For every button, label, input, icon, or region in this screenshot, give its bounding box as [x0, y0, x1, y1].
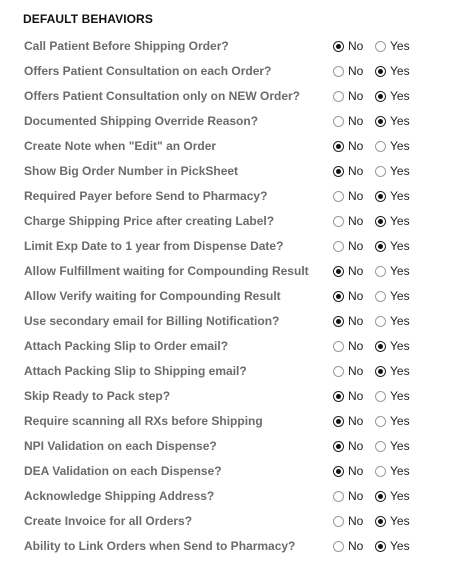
- radio-no[interactable]: [333, 416, 344, 427]
- radio-yes[interactable]: [375, 391, 386, 402]
- option-no[interactable]: [333, 514, 363, 528]
- option-no[interactable]: [333, 364, 363, 378]
- setting-row: [0, 334, 453, 359]
- option-yes-label: Yes: [390, 289, 410, 303]
- radio-yes[interactable]: [375, 416, 386, 427]
- setting-row: [0, 359, 453, 384]
- radio-no[interactable]: [333, 366, 344, 377]
- setting-row: [0, 34, 453, 59]
- option-yes[interactable]: [375, 189, 410, 203]
- radio-no[interactable]: [333, 166, 344, 177]
- radio-no[interactable]: [333, 241, 344, 252]
- option-yes[interactable]: [375, 439, 410, 453]
- setting-row: [0, 109, 453, 134]
- option-no-label: No: [348, 164, 364, 178]
- option-yes-label: Yes: [390, 114, 410, 128]
- option-no[interactable]: [333, 264, 363, 278]
- setting-label: Show Big Order Number in PickSheet: [24, 164, 239, 178]
- setting-label: NPI Validation on each Dispense?: [24, 439, 217, 453]
- option-yes-label: Yes: [390, 214, 410, 228]
- setting-row: [0, 509, 453, 534]
- setting-row: [0, 309, 453, 334]
- radio-yes[interactable]: [375, 91, 386, 102]
- radio-yes[interactable]: [375, 141, 386, 152]
- setting-row: [0, 459, 453, 484]
- option-no-label: No: [348, 364, 364, 378]
- option-yes-label: Yes: [390, 439, 410, 453]
- radio-yes[interactable]: [375, 366, 386, 377]
- radio-yes[interactable]: [375, 216, 386, 227]
- option-no-label: No: [348, 289, 364, 303]
- setting-label: Require scanning all RXs before Shipping: [24, 414, 263, 428]
- option-no[interactable]: [333, 189, 363, 203]
- option-no-label: No: [348, 389, 364, 403]
- radio-yes[interactable]: [375, 241, 386, 252]
- option-yes[interactable]: [375, 264, 410, 278]
- radio-yes[interactable]: [375, 541, 386, 552]
- setting-label: Offers Patient Consultation only on NEW Order?: [24, 89, 301, 103]
- option-no[interactable]: [333, 489, 363, 503]
- setting-label: Charge Shipping Price after creating Label?: [24, 214, 275, 228]
- option-yes-label: Yes: [390, 89, 410, 103]
- setting-row: [0, 184, 453, 209]
- radio-no[interactable]: [333, 116, 344, 127]
- option-no[interactable]: [333, 389, 363, 403]
- radio-no[interactable]: [333, 441, 344, 452]
- option-yes-label: Yes: [390, 189, 410, 203]
- radio-no[interactable]: [333, 91, 344, 102]
- radio-no[interactable]: [333, 41, 344, 52]
- option-no[interactable]: [333, 114, 363, 128]
- radio-yes[interactable]: [375, 341, 386, 352]
- option-no-label: No: [348, 139, 364, 153]
- radio-yes[interactable]: [375, 191, 386, 202]
- option-yes[interactable]: [375, 514, 410, 528]
- option-yes[interactable]: [375, 89, 410, 103]
- setting-label: Skip Ready to Pack step?: [24, 389, 171, 403]
- radio-no[interactable]: [333, 216, 344, 227]
- radio-yes[interactable]: [375, 41, 386, 52]
- option-no-label: No: [348, 189, 364, 203]
- option-yes[interactable]: [375, 314, 410, 328]
- option-no[interactable]: [333, 239, 363, 253]
- option-no-label: No: [348, 114, 364, 128]
- option-no-label: No: [348, 314, 364, 328]
- option-yes-label: Yes: [390, 339, 410, 353]
- option-yes[interactable]: [375, 139, 410, 153]
- radio-no[interactable]: [333, 66, 344, 77]
- option-no-label: No: [348, 514, 364, 528]
- option-no[interactable]: [333, 314, 363, 328]
- radio-no[interactable]: [333, 391, 344, 402]
- option-yes-label: Yes: [390, 64, 410, 78]
- option-no-label: No: [348, 214, 364, 228]
- option-no-label: No: [348, 89, 364, 103]
- setting-row: [0, 209, 453, 234]
- option-yes[interactable]: [375, 239, 410, 253]
- radio-yes[interactable]: [375, 316, 386, 327]
- radio-no[interactable]: [333, 266, 344, 277]
- option-yes-label: Yes: [390, 514, 410, 528]
- setting-label: Allow Fulfillment waiting for Compounding Result: [24, 264, 309, 278]
- setting-label: Documented Shipping Override Reason?: [24, 114, 259, 128]
- option-no-label: No: [348, 39, 364, 53]
- option-yes-label: Yes: [390, 364, 410, 378]
- option-no[interactable]: [333, 214, 363, 228]
- option-no-label: No: [348, 439, 364, 453]
- radio-yes[interactable]: [375, 441, 386, 452]
- setting-row: [0, 384, 453, 409]
- option-no-label: No: [348, 414, 364, 428]
- setting-row: [0, 59, 453, 84]
- setting-row: [0, 259, 453, 284]
- setting-label: Allow Verify waiting for Compounding Result: [24, 289, 281, 303]
- settings-list: [0, 34, 453, 559]
- option-yes[interactable]: [375, 339, 410, 353]
- option-yes[interactable]: [375, 364, 410, 378]
- option-yes[interactable]: [375, 114, 410, 128]
- setting-label: Ability to Link Orders when Send to Pharmacy?: [24, 539, 296, 553]
- setting-label: Create Invoice for all Orders?: [24, 514, 193, 528]
- option-no-label: No: [348, 489, 364, 503]
- option-no[interactable]: [333, 439, 363, 453]
- setting-label: Call Patient Before Shipping Order?: [24, 39, 229, 53]
- option-no[interactable]: [333, 139, 363, 153]
- option-yes-label: Yes: [390, 489, 410, 503]
- option-no[interactable]: [333, 339, 363, 353]
- radio-yes[interactable]: [375, 266, 386, 277]
- setting-label: Create Note when "Edit" an Order: [24, 139, 217, 153]
- radio-no[interactable]: [333, 141, 344, 152]
- radio-no[interactable]: [333, 341, 344, 352]
- setting-label: Required Payer before Send to Pharmacy?: [24, 189, 268, 203]
- radio-yes[interactable]: [375, 116, 386, 127]
- setting-row: [0, 84, 453, 109]
- option-no[interactable]: [333, 464, 363, 478]
- option-yes-label: Yes: [390, 239, 410, 253]
- setting-row: [0, 409, 453, 434]
- option-yes-label: Yes: [390, 414, 410, 428]
- option-yes[interactable]: [375, 414, 410, 428]
- setting-label: Attach Packing Slip to Order email?: [24, 339, 229, 353]
- setting-label: Offers Patient Consultation on each Order?: [24, 64, 272, 78]
- option-no[interactable]: [333, 89, 363, 103]
- option-yes-label: Yes: [390, 389, 410, 403]
- option-yes[interactable]: [375, 389, 410, 403]
- option-no[interactable]: [333, 414, 363, 428]
- setting-label: Acknowledge Shipping Address?: [24, 489, 215, 503]
- option-no[interactable]: [333, 289, 363, 303]
- option-yes[interactable]: [375, 539, 410, 553]
- radio-no[interactable]: [333, 316, 344, 327]
- setting-label: Use secondary email for Billing Notification?: [24, 314, 280, 328]
- radio-no[interactable]: [333, 191, 344, 202]
- option-no[interactable]: [333, 64, 363, 78]
- radio-no[interactable]: [333, 541, 344, 552]
- option-yes[interactable]: [375, 289, 410, 303]
- section-title: DEFAULT BEHAVIORS: [23, 12, 153, 26]
- setting-label: Attach Packing Slip to Shipping email?: [24, 364, 247, 378]
- option-no-label: No: [348, 339, 364, 353]
- option-yes[interactable]: [375, 489, 410, 503]
- setting-row: [0, 159, 453, 184]
- radio-yes[interactable]: [375, 491, 386, 502]
- radio-no[interactable]: [333, 491, 344, 502]
- setting-row: [0, 434, 453, 459]
- radio-yes[interactable]: [375, 466, 386, 477]
- setting-row: [0, 134, 453, 159]
- radio-yes[interactable]: [375, 516, 386, 527]
- option-no[interactable]: [333, 39, 363, 53]
- option-yes-label: Yes: [390, 164, 410, 178]
- radio-yes[interactable]: [375, 66, 386, 77]
- option-yes[interactable]: [375, 464, 410, 478]
- radio-no[interactable]: [333, 291, 344, 302]
- option-yes[interactable]: [375, 214, 410, 228]
- option-yes-label: Yes: [390, 314, 410, 328]
- setting-row: [0, 484, 453, 509]
- radio-yes[interactable]: [375, 166, 386, 177]
- option-yes[interactable]: [375, 39, 410, 53]
- option-no-label: No: [348, 264, 364, 278]
- option-no-label: No: [348, 464, 364, 478]
- option-no-label: No: [348, 64, 364, 78]
- option-no[interactable]: [333, 539, 363, 553]
- option-yes-label: Yes: [390, 139, 410, 153]
- setting-row: [0, 534, 453, 559]
- option-yes[interactable]: [375, 64, 410, 78]
- option-yes-label: Yes: [390, 39, 410, 53]
- setting-label: Limit Exp Date to 1 year from Dispense Date?: [24, 239, 284, 253]
- radio-yes[interactable]: [375, 291, 386, 302]
- setting-label: DEA Validation on each Dispense?: [24, 464, 222, 478]
- option-yes-label: Yes: [390, 539, 410, 553]
- setting-row: [0, 234, 453, 259]
- option-yes[interactable]: [375, 164, 410, 178]
- option-no-label: No: [348, 239, 364, 253]
- radio-no[interactable]: [333, 466, 344, 477]
- option-no[interactable]: [333, 164, 363, 178]
- setting-row: [0, 284, 453, 309]
- option-yes-label: Yes: [390, 264, 410, 278]
- option-no-label: No: [348, 539, 364, 553]
- radio-no[interactable]: [333, 516, 344, 527]
- option-yes-label: Yes: [390, 464, 410, 478]
